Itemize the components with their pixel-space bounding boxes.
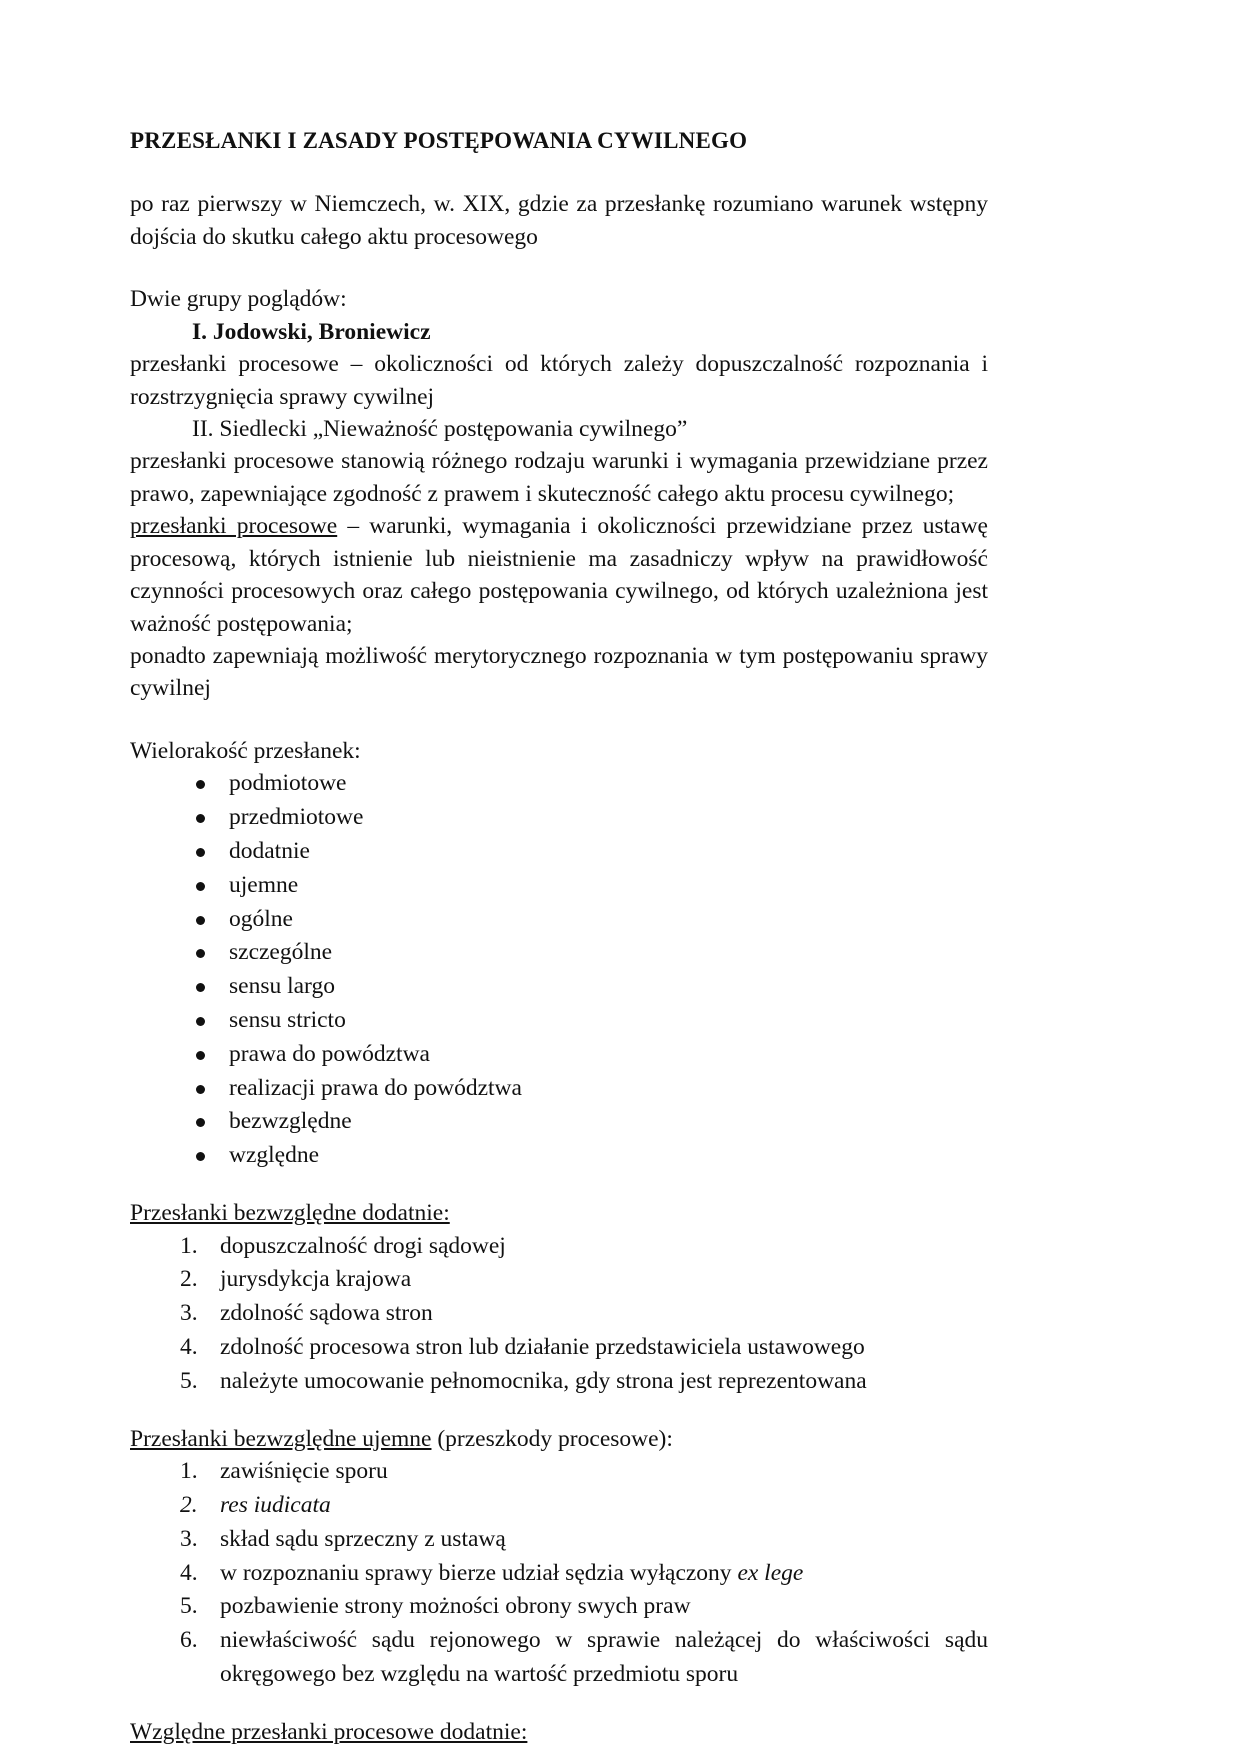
list-item — [172, 1557, 988, 1591]
list-item: pozbawienie strony możności obrony swych praw — [220, 1593, 691, 1620]
list-item-latin-term: ex lege — [737, 1559, 804, 1586]
list-item: bezwzględne — [192, 1105, 988, 1139]
group-one-text: przesłanki procesowe – okoliczności od których zależy dopuszczalność rozpoznania i rozstrzygnięcia sprawy cywilnej — [130, 351, 988, 410]
list-item: należyte umocowanie pełnomocnika, gdy strona jest reprezentowana — [220, 1367, 867, 1394]
definition-body: – warunki, wymagania i okoliczności przewidziane przez ustawę procesową, których istnienie lub nieistnienie ma zasadniczy wpływ na prawidłowość czynności procesowych oraz całego postępowania cywilnego, od których uzależniona jest ważność postępowania; — [130, 513, 988, 637]
list-item: niewłaściwość sądu rejonowego w sprawie należącej do właściwości sądu okręgowego bez względu na wartość przedmiotu sporu — [220, 1627, 988, 1688]
list-item: ujemne — [192, 869, 988, 903]
list-item: sensu stricto — [192, 1004, 988, 1038]
list-item: zawiśnięcie sporu — [220, 1458, 388, 1485]
absolute-negative-heading-suffix: (przeszkody procesowe): — [431, 1425, 673, 1452]
list-item: zdolność sądowa stron — [220, 1300, 433, 1327]
multiplicity-heading: Wielorakość przesłanek: — [130, 737, 361, 764]
definition-term: przesłanki procesowe — [130, 513, 338, 540]
group-two-label: II. Siedlecki „Nieważność postępowania cywilnego” — [192, 415, 688, 442]
multiplicity-list — [130, 767, 988, 1173]
groups-heading: Dwie grupy poglądów: — [130, 286, 347, 313]
list-item: szczególne — [192, 936, 988, 970]
relative-positive-heading-text: Względne przesłanki procesowe dodatnie: — [130, 1718, 528, 1745]
list-item: podmiotowe — [192, 767, 988, 801]
list-item: ogólne — [192, 903, 988, 937]
list-item: względne — [192, 1139, 988, 1173]
spacer — [130, 1399, 988, 1423]
list-item: sensu largo — [192, 970, 988, 1004]
list-item: dodatnie — [192, 835, 988, 869]
group-one-label: I. Jodowski, Broniewicz — [192, 318, 431, 345]
definition-paragraph — [130, 510, 988, 640]
spacer — [130, 1692, 988, 1716]
group-two-text: przesłanki procesowe stanowią różnego rodzaju warunki i wymagania przewidziane przez prawo, zapewniające zgodność z prawem i skuteczność całego aktu procesu cywilnego; — [130, 448, 988, 507]
list-item: res iudicata — [220, 1491, 331, 1518]
list-item: jurysdykcja krajowa — [220, 1266, 412, 1293]
absolute-positive-heading — [130, 1197, 988, 1229]
document-body — [130, 128, 988, 1748]
absolute-negative-list — [130, 1455, 988, 1692]
absolute-positive-heading-text: Przesłanki bezwzględne dodatnie: — [130, 1200, 450, 1227]
list-item: realizacji prawa do powództwa — [192, 1072, 988, 1106]
absolute-negative-heading-text: Przesłanki bezwzględne ujemne — [130, 1425, 432, 1452]
list-item: skład sądu sprzeczny z ustawą — [220, 1525, 506, 1552]
absolute-negative-heading — [130, 1423, 988, 1455]
relative-positive-heading — [130, 1716, 988, 1748]
definition-extra-paragraph: ponadto zapewniają możliwość merytorycznego rozpoznania w tym postępowaniu sprawy cywilnej — [130, 642, 988, 702]
list-item: prawa do powództwa — [192, 1038, 988, 1072]
list-item: dopuszczalność drogi sądowej — [220, 1232, 506, 1259]
list-item: zdolność procesowa stron lub działanie przedstawiciela ustawowego — [220, 1334, 865, 1361]
list-item-text: w rozpoznaniu sprawy bierze udział sędzia wyłączony — [220, 1559, 738, 1586]
spacer — [130, 1173, 988, 1197]
spacer — [130, 705, 988, 735]
list-item: przedmiotowe — [192, 801, 988, 835]
intro-paragraph: po raz pierwszy w Niemczech, w. XIX, gdzie za przesłankę rozumiano warunek wstępny dojścia do skutku całego aktu procesowego — [130, 191, 988, 250]
page-title: PRZESŁANKI I ZASADY POSTĘPOWANIA CYWILNEGO — [130, 128, 748, 153]
absolute-positive-list — [130, 1230, 988, 1399]
